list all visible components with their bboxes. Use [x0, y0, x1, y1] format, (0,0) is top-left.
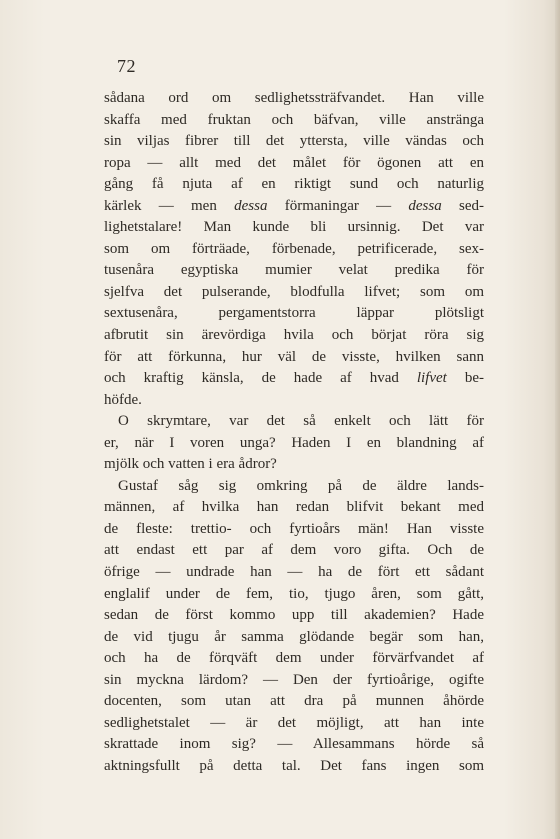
text-line: som om förträade, förbenade, petrificerade, sex- — [104, 240, 484, 257]
text-line — [104, 368, 484, 390]
text-line: Gustaf såg sig omkring på de äldre lands- — [118, 477, 484, 494]
text-run: kärlek — men — [104, 197, 235, 214]
text-line: och ha de förqväft dem under förvärfvandet af — [104, 650, 484, 667]
page-number: 72 — [117, 56, 136, 76]
text-line: sextusenåra, pergamentstorra läppar plötsligt — [104, 305, 484, 322]
text-line: aktningsfullt på detta tal. Det fans ingen som — [104, 757, 484, 774]
text-line: docenten, som utan att dra på munnen åhörde — [104, 693, 484, 710]
page-edge — [555, 0, 560, 839]
text-line: sjelfva det pulserande, blodfulla lifvet; som om — [104, 283, 484, 300]
text-line: att endast ett par af dem voro gifta. Och de — [104, 542, 484, 559]
text-line: de fleste: trettio- och fyrtioårs män! Han visste — [104, 520, 484, 537]
text-line: tusenåra egyptiska mumier velat predika för — [104, 262, 484, 279]
text-line: öfrige — undrade han — ha de fört ett sådant — [104, 564, 484, 581]
text-line — [104, 196, 484, 218]
text-line: skaffa med fruktan och bäfvan, ville anstränga — [104, 111, 484, 128]
text-line: sedlighetstalet — är det möjligt, att han inte — [104, 714, 484, 731]
text-line: männen, af hvilka han redan blifvit bekant med — [104, 499, 484, 516]
italic-word: lifvet — [416, 370, 447, 387]
text-line: englalif under de fem, tio, tjugo åren, som gått, — [104, 585, 484, 602]
text-line: er, när I voren unga? Haden I en blandning af — [104, 434, 484, 451]
text-line: de vid tjugu år samma glödande begär som han, — [104, 628, 484, 645]
text-line: höfde. — [104, 391, 142, 408]
text-line: sin viljas fibrer till det yttersta, ville vändas och — [104, 133, 484, 150]
text-run: sed- — [441, 197, 484, 214]
body-text — [104, 88, 484, 778]
text-line: afbrutit sin ärevördiga hvila och börjat röra sig — [104, 327, 484, 344]
text-line: sådana ord om sedlighetssträfvandet. Han ville — [104, 90, 484, 106]
text-line: lighetstalare! Man kunde bli ursinnig. Det var — [104, 219, 484, 236]
italic-word: dessa — [234, 197, 268, 214]
text-line: skrattade inom sig? — Allesammans hörde så — [104, 736, 484, 753]
text-line: mjölk och vatten i era ådror? — [104, 456, 277, 473]
text-run: be- — [446, 370, 484, 387]
text-run: förmaningar — — [267, 197, 409, 214]
text-line: gång få njuta af en riktigt sund och naturlig — [104, 176, 484, 193]
text-line: sin myckna lärdom? — Den der fyrtioårige, ogifte — [104, 671, 484, 688]
text-line: ropa — allt med det målet för ögonen att en — [104, 154, 484, 171]
text-line: för att förkunna, hur väl de visste, hvilken sann — [104, 348, 484, 365]
text-line: O skrymtare, var det så enkelt och lätt för — [118, 413, 484, 430]
italic-word: dessa — [408, 197, 442, 214]
text-line: sedan de först kommo upp till akademien? Hade — [104, 607, 484, 624]
text-run: och kraftig känsla, de hade af hvad — [104, 370, 417, 387]
